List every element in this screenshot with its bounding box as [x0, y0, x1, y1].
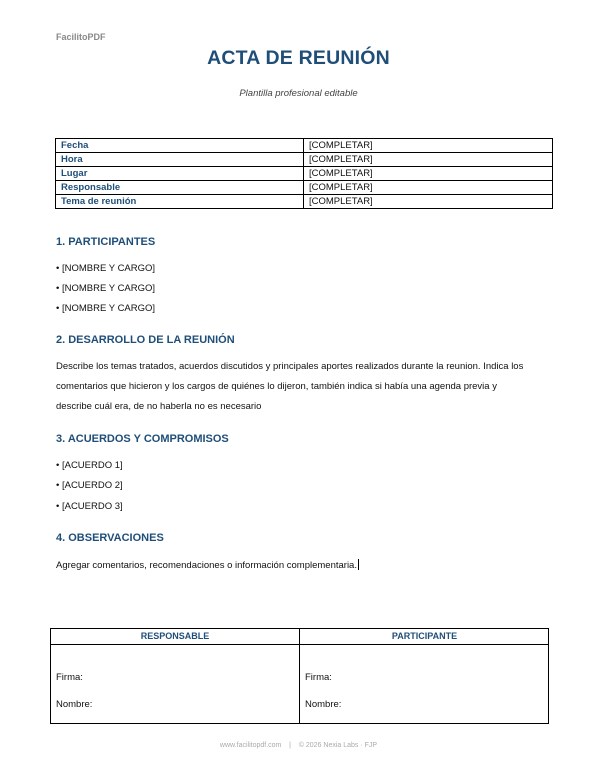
- development-line: Describe los temas tratados, acuerdos discutidos y principales aportes realizados durante la reunion. Indica los: [56, 361, 524, 372]
- development-line: describe cuál era, de no haberla no es necesario: [56, 401, 262, 412]
- table-row: [56, 139, 553, 153]
- signature-header-responsible: RESPONSABLE: [51, 629, 299, 645]
- info-value[interactable]: [COMPLETAR]: [304, 153, 553, 167]
- agreement-item[interactable]: • [ACUERDO 2]: [56, 480, 123, 491]
- name-label[interactable]: Nombre:: [56, 699, 93, 710]
- document-subtitle: Plantilla profesional editable: [239, 88, 358, 99]
- info-value[interactable]: [COMPLETAR]: [304, 181, 553, 195]
- info-label: Hora: [56, 153, 304, 167]
- section-heading-agreements: 3. ACUERDOS Y COMPROMISOS: [56, 433, 229, 445]
- section-heading-development: 2. DESARROLLO DE LA REUNIÓN: [56, 334, 235, 346]
- info-value[interactable]: [COMPLETAR]: [304, 139, 553, 153]
- info-label: Tema de reunión: [56, 195, 304, 209]
- info-value[interactable]: [COMPLETAR]: [304, 195, 553, 209]
- info-label: Responsable: [56, 181, 304, 195]
- section-heading-participants: 1. PARTICIPANTES: [56, 236, 156, 248]
- signature-column-responsible: [51, 629, 299, 723]
- agreement-item[interactable]: • [ACUERDO 3]: [56, 501, 123, 512]
- table-row: [56, 181, 553, 195]
- observations-text[interactable]: [56, 559, 359, 571]
- development-text[interactable]: [56, 357, 556, 417]
- participant-item[interactable]: • [NOMBRE Y CARGO]: [56, 263, 156, 274]
- info-label: Lugar: [56, 167, 304, 181]
- signature-label[interactable]: Firma:: [56, 672, 83, 683]
- table-row: [56, 195, 553, 209]
- page-footer: www.facilitopdf.com | © 2026 Nexia Labs · FJP: [219, 742, 378, 749]
- signature-label[interactable]: Firma:: [305, 672, 332, 683]
- participant-item[interactable]: • [NOMBRE Y CARGO]: [56, 303, 156, 314]
- observations-text-content: Agregar comentarios, recomendaciones o información complementaria.: [56, 560, 357, 571]
- text-cursor: [358, 559, 359, 570]
- table-row: [56, 153, 553, 167]
- info-label: Fecha: [56, 139, 304, 153]
- agreement-item[interactable]: • [ACUERDO 1]: [56, 460, 123, 471]
- section-heading-observations: 4. OBSERVACIONES: [56, 532, 164, 544]
- signature-table: [50, 628, 549, 724]
- meeting-info-table: [55, 138, 553, 209]
- name-label[interactable]: Nombre:: [305, 699, 342, 710]
- document-title: ACTA DE REUNIÓN: [207, 47, 390, 69]
- signature-header-participant: PARTICIPANTE: [300, 629, 549, 645]
- development-line: comentarios que hicieron y los cargos de quiénes lo dijeron, también indica si había una agenda previa y: [56, 381, 497, 392]
- brand-label: FacilitoPDF: [56, 32, 106, 42]
- table-row: [56, 167, 553, 181]
- participant-item[interactable]: • [NOMBRE Y CARGO]: [56, 283, 156, 294]
- info-value[interactable]: [COMPLETAR]: [304, 167, 553, 181]
- signature-column-participant: [299, 629, 549, 723]
